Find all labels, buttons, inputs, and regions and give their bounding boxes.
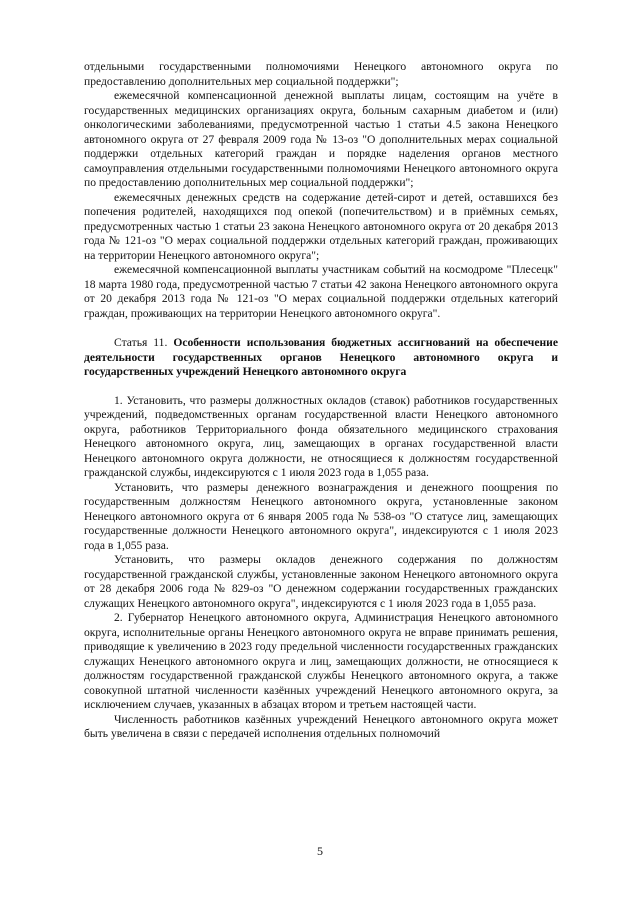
article-number: Статья 11. — [114, 336, 168, 349]
paragraph-remuneration-indexation: Установить, что размеры денежного вознаграждения и денежного поощрения по государственным должностям Ненецкого автономного округа, установленные законом Ненецкого автономного округа от 6 января 2005 года № 538-оз "О статусе лиц, замещающих государственные должности Ненецкого автономного округа", индексируются с 1 июля 2023 года в 1,055 раза. — [84, 480, 558, 552]
paragraph-headcount-restriction: 2. Губернатор Ненецкого автономного округа, Администрация Ненецкого автономного округа, исполнительные органы Ненецкого автономного округа не вправе принимать решения, приводящие к увеличению в 2023 году предельной численности государственных гражданских служащих Ненецкого автономного округа и лиц, замещающих должности, не относящиеся к должностям государственной гражданской службы Ненецкого автономного округа, а также совокупной штатной численности казённых учреждений Ненецкого автономного округа, за исключением случаев, указанных в абзацах втором и третьем настоящей части. — [84, 611, 558, 711]
paragraph-headcount-increase: Численность работников казённых учреждений Ненецкого автономного округа может быть увеличена в связи с передачей исполнения отдельных полномочий — [84, 712, 558, 740]
paragraph-continuation: отдельными государственными полномочиями Ненецкого автономного округа по предоставлению дополнительных мер социальной поддержки"; — [84, 60, 558, 88]
article-heading — [84, 336, 558, 380]
paragraph-salary-indexation: 1. Установить, что размеры должностных окладов (ставок) работников государственных учреждений, подведомственных органам государственной власти Ненецкого автономного округа, работников Территориального фонда обязательного медицинского страхования Ненецкого автономного округа, лиц, замещающих в органах государственной власти Ненецкого автономного округа должности, не относящиеся к должностям государственной гражданской службы, индексируются с 1 июля 2023 года в 1,055 раза. — [84, 393, 558, 479]
paragraph-civil-service-indexation: Установить, что размеры окладов денежного содержания по должностям государственной гражданской службы, установленные законом Ненецкого автономного округа от 28 декабря 2006 года № 829-оз "О денежном содержании государственных гражданских служащих Ненецкого автономного округа", индексируются с 1 июля 2023 года в 1,055 раза. — [84, 553, 558, 610]
article-title: Особенности использования бюджетных ассигнований на обеспечение деятельности государственных органов Ненецкого автономного округа и государственных учреждений Ненецкого автономного округа — [84, 336, 558, 378]
paragraph-diabetes-payment: ежемесячной компенсационной денежной выплаты лицам, состоящим на учёте в государственных медицинских организациях округа, больным сахарным диабетом и (или) онкологическими заболеваниями, предусмотренной частью 1 статьи 4.5 закона Ненецкого автономного округа от 27 февраля 2009 года № 13-оз "О дополнительных мерах социальной поддержки отдельных категорий граждан и порядке наделения органов местного самоуправления отдельными государственными полномочиями Ненецкого автономного округа по предоставлению дополнительных мер социальной поддержки"; — [84, 89, 558, 189]
paragraph-orphans-payment: ежемесячных денежных средств на содержание детей-сирот и детей, оставшихся без попечения родителей, находящихся под опекой (попечительством) и в приёмных семьях, предусмотренных частью 1 статьи 23 закона Ненецкого автономного округа от 20 декабря 2013 года № 121-оз "О мерах социальной поддержки отдельных категорий граждан, проживающих на территории Ненецкого автономного округа"; — [84, 190, 558, 262]
paragraph-plesetsk-payment: ежемесячной компенсационной выплаты участникам событий на космодроме "Плесецк" 18 марта 1980 года, предусмотренной частью 7 статьи 42 закона Ненецкого автономного округа от 20 декабря 2013 года № 121-оз "О мерах социальной поддержки отдельных категорий граждан, проживающих на территории Ненецкого автономного округа". — [84, 263, 558, 320]
page-number: 5 — [317, 844, 323, 858]
document-body — [84, 60, 558, 742]
